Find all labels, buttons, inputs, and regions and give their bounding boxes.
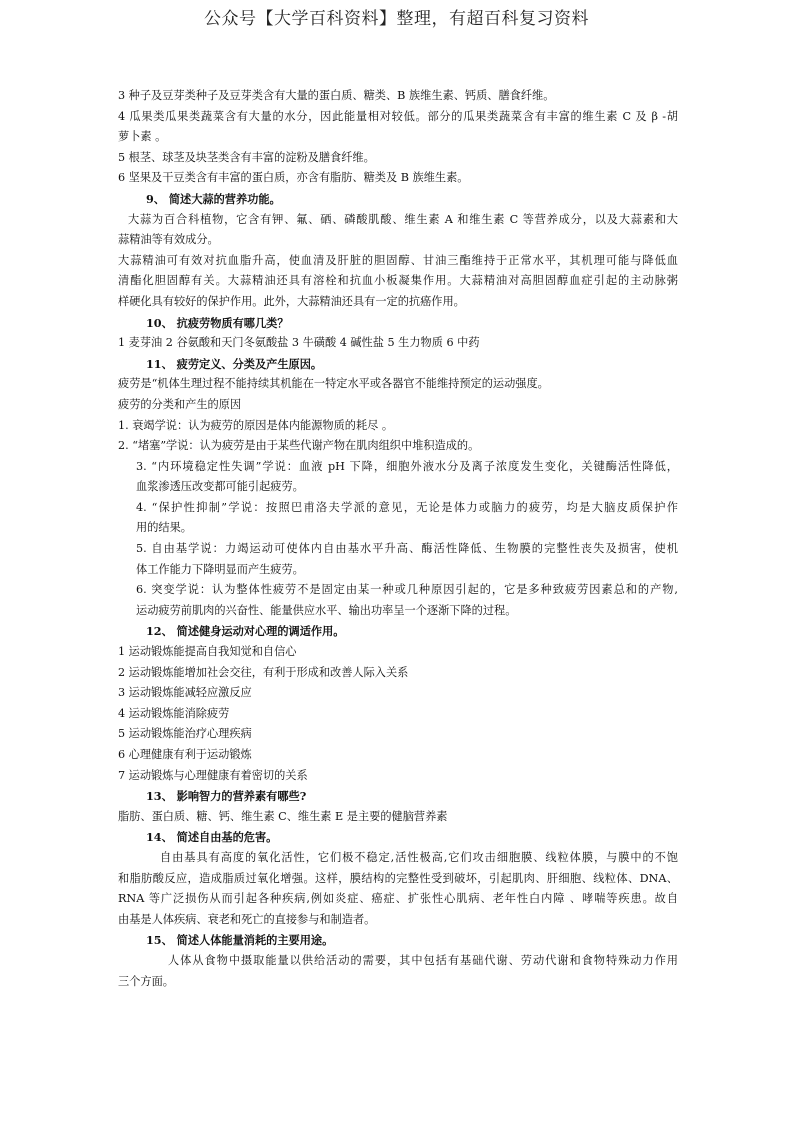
- text-line: 三个方面。: [118, 974, 174, 988]
- text-line: 疲劳是“机体生理过程不能持续其机能在一特定水平或各器官不能维持预定的运动强度。: [118, 377, 549, 391]
- list-item: 3. “内环境稳定性失调”学说：血液 pH 下降，细胞外液水分及离子浓度发生变化，关键酶活性降低，: [136, 459, 678, 473]
- text-line: 人体从食物中摄取能量以供给活动的需要，其中包括有基础代谢、劳动代谢和食物特殊动力作用: [168, 953, 678, 967]
- text-line: 大蒜精油可有效对抗血脂升高，使血清及肝脏的胆固醇、甘油三酯维持于正常水平，其机理可能与降低血: [118, 253, 678, 267]
- text-line: 由基是人体疾病、衰老和死亡的直接参与和制造者。: [118, 912, 376, 926]
- text-line: 1 麦芽油 2 谷氨酸和天门冬氨酸盐 3 牛磺酸 4 碱性盐 5 生力物质 6 中药: [118, 336, 480, 350]
- list-item-continued: 血浆渗透压改变都可能引起疲劳。: [136, 480, 304, 494]
- section-heading-10: 10、 抗疲劳物质有哪几类？: [146, 315, 289, 330]
- text-line: 清酯化胆固醇有关。大蒜精油还具有溶栓和抗血小板凝集作用。大蒜精油对高胆固醇血症引起的主动脉粥: [118, 274, 678, 288]
- list-item: 6 心理健康有利于运动锻炼: [118, 748, 252, 761]
- list-item: 1. 衰竭学说：认为疲劳的原因是体内能源物质的耗尽 。: [118, 418, 394, 432]
- list-item-continued: 体工作能力下降明显而产生疲劳。: [136, 562, 304, 576]
- list-item: 2 运动锻炼能增加社会交往，有利于形成和改善人际入关系: [118, 665, 409, 679]
- section-heading-11: 11、 疲劳定义、分类及产生原因。: [146, 356, 323, 371]
- section-heading-9: 9、 简述大蒜的营养功能。: [146, 191, 281, 206]
- text-line: 疲劳的分类和产生的原因: [118, 397, 242, 411]
- list-item: 2. “堵塞”学说：认为疲劳是由于某些代谢产物在肌肉组织中堆积造成的。: [118, 439, 480, 453]
- section-heading-13: 13、 影响智力的营养素有哪些?: [146, 789, 307, 804]
- section-heading-14: 14、 简述自由基的危害。: [146, 830, 278, 845]
- text-line: 和脂肪酸反应，造成脂质过氧化增强。这样，膜结构的完整性受到破坏，引起肌肉、肝细胞、线粒体、DNA、: [118, 871, 678, 885]
- section-heading-15: 15、 简述人体能量消耗的主要用途。: [146, 933, 334, 948]
- text-line: 样硬化具有较好的保护作用。此外，大蒜精油还具有一定的抗癌作用。: [118, 294, 465, 308]
- page-header: 公众号【大学百科资料】整理，有超百科复习资料: [204, 9, 589, 29]
- list-item: 3 运动锻炼能减轻应激反应: [118, 686, 252, 700]
- list-item: 6. 突变学说：认为整体性疲劳不是固定由某一种或几种原因引起的，它是多种致疲劳因素总和的产物,: [136, 583, 678, 597]
- text-line: 3 种子及豆芽类种子及豆芽类含有大量的蛋白质、糖类、B 族维生素、钙质、膳食纤维。: [118, 89, 555, 102]
- list-item: 5. 自由基学说：力竭运动可使体内自由基水平升高、酶活性降低、生物膜的完整性丧失及损害，使机: [136, 542, 678, 556]
- list-item: 4. “保护性抑制”学说：按照巴甫洛夫学派的意见，无论是体力或脑力的疲劳，均是大脑皮质保护作: [136, 500, 678, 514]
- text-line: 蒜精油等有效成分。: [118, 233, 219, 247]
- list-item: 1 运动锻炼能提高自我知觉和自信心: [118, 645, 297, 659]
- list-item-continued: 运动疲劳前肌肉的兴奋性、能量供应水平、输出功率呈一个逐渐下降的过程。: [136, 603, 517, 617]
- list-item: 5 运动锻炼能治疗心理疾病: [118, 727, 252, 741]
- list-item: 7 运动锻炼与心理健康有着密切的关系: [118, 768, 308, 782]
- text-line: 脂肪、蛋白质、糖、钙、维生素 C、维生素 E 是主要的健脑营养素: [118, 809, 448, 823]
- document-body: [118, 86, 678, 992]
- text-line: 萝卜素 。: [118, 130, 167, 144]
- text-line: RNA 等广泛损伤从而引起各种疾病,例如炎症、癌症、扩张性心肌病、老年性白内障 、哮喘等疾患。故自: [118, 892, 678, 906]
- list-item: 4 运动锻炼能消除疲劳: [118, 706, 230, 720]
- section-heading-12: 12、 简述健身运动对心理的调适作用。: [146, 624, 345, 639]
- text-line: 6 坚果及干豆类含有丰富的蛋白质，亦含有脂肪、糖类及 B 族维生素。: [118, 171, 469, 185]
- text-line: 4 瓜果类瓜果类蔬菜含有大量的水分，因此能量相对较低。部分的瓜果类蔬菜含有丰富的维生素 C 及 β -胡: [118, 109, 678, 123]
- text-line: 自由基具有高度的氧化活性，它们极不稳定,活性极高,它们攻击细胞膜、线粒体膜，与膜中的不饱: [160, 850, 678, 864]
- list-item-continued: 用的结果。: [136, 521, 192, 535]
- text-line: 5 根茎、球茎及块茎类含有丰富的淀粉及膳食纤维。: [118, 150, 375, 164]
- text-line: 大蒜为百合科植物，它含有钾、氟、硒、磷酸肌酸、维生素 A 和维生素 C 等营养成分，以及大蒜素和大: [128, 212, 678, 226]
